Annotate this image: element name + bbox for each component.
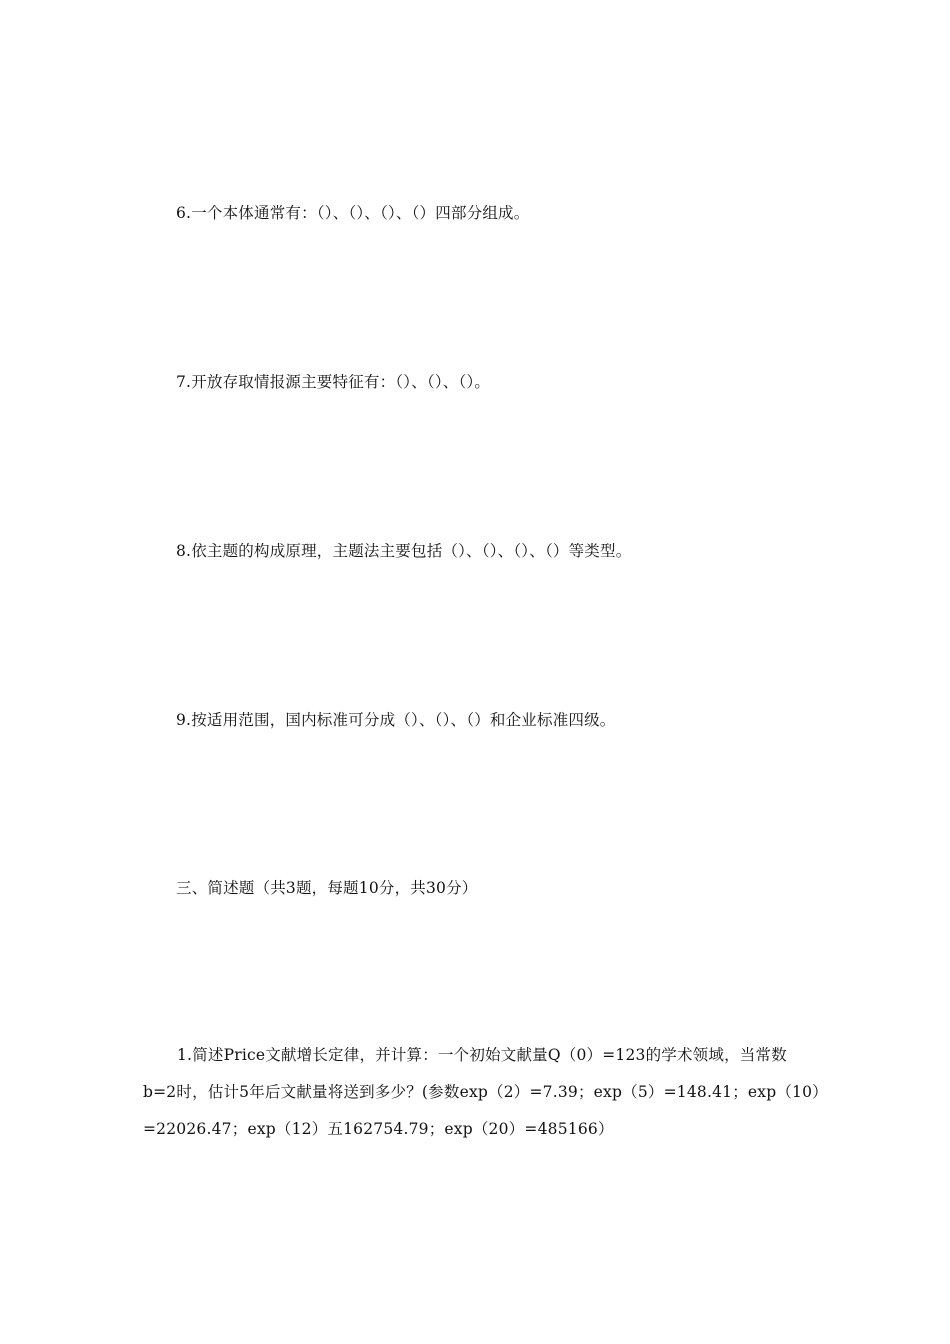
question-8: 8.依主题的构成原理，主题法主要包括（）、（）、（）、（）等类型。 (176, 542, 632, 560)
question-7: 7.开放存取情报源主要特征有：（）、（）、（）。 (176, 373, 491, 391)
question-6: 6.一个本体通常有：（）、（）、（）、（）四部分组成。 (176, 204, 530, 222)
question-1-line-3: =22026.47；exp（12）五162754.79；exp（20）=485166） (143, 1120, 614, 1138)
question-9: 9.按适用范围，国内标准可分成（）、（）、（）和企业标准四级。 (176, 711, 616, 729)
short-answer-question-1 (143, 1037, 828, 1148)
section-heading: 三、简述题（共3题，每题10分，共30分） (176, 879, 478, 897)
question-1-line-2: b=2时，估计5年后文献量将送到多少？(参数exp（2）=7.39；exp（5）=148.41；exp（10） (143, 1083, 828, 1101)
question-1-line-1: 1.简述Price文献增长定律，并计算：一个初始文献量Q（0）=123的学术领域，当常数 (177, 1046, 787, 1064)
